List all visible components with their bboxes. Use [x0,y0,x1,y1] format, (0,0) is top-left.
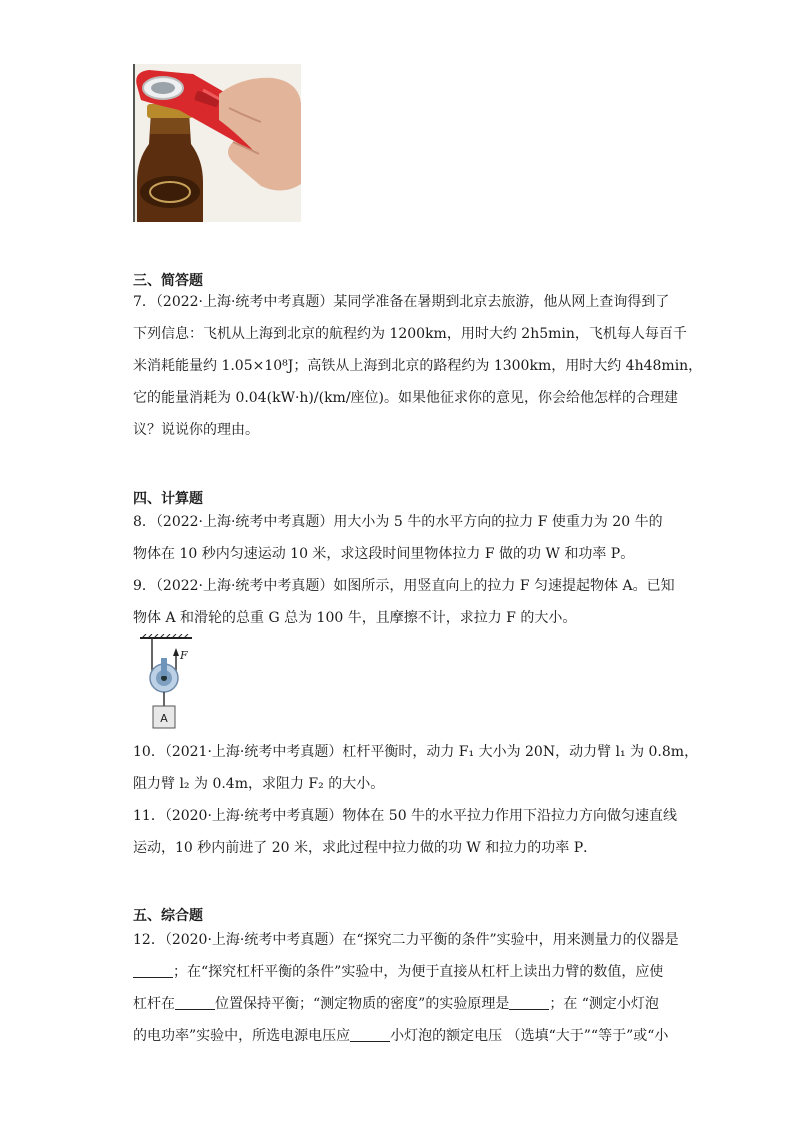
pulley-diagram [140,634,212,738]
question-10 [133,736,699,800]
force-label: F [180,649,188,662]
question-10-line: 10．（2021·上海·统考中考真题）杠杆平衡时，动力 F₁ 大小为 20N，动力臂 l₁ 为 0.8m， [133,744,699,760]
question-12-line: 的电功率”实验中，所选电源电压应 小灯泡的额定电压 （选填“大于”“等于”或“小 [133,1028,669,1044]
section-heading-short-answer: 三、简答题 [133,273,203,289]
question-9-line: 物体 A 和滑轮的总重 G 总为 100 牛，且摩擦不计，求拉力 F 的大小。 [133,610,577,626]
answer-blank[interactable] [509,995,549,1010]
question-9 [133,570,675,634]
question-7 [133,286,703,446]
question-7-line: 米消耗能量约 1.05×10⁸J；高铁从上海到北京的路程约为 1300km，用时大约 4h48min， [133,358,703,374]
question-11 [133,800,678,864]
section-heading-calculation: 四、计算题 [133,491,203,507]
question-8-line: 8．（2022·上海·统考中考真题）用大小为 5 牛的水平方向的拉力 F 使重力为 20 牛的 [133,514,663,530]
answer-blank[interactable] [133,963,173,978]
question-9-line: 9．（2022·上海·统考中考真题）如图所示，用竖直向上的拉力 F 匀速提起物体 A。已知 [133,578,675,594]
section-heading-comprehensive: 五、综合题 [133,908,203,924]
question-11-line: 11．（2020·上海·统考中考真题）物体在 50 牛的水平拉力作用下沿拉力方向做匀速直线 [133,808,678,824]
question-7-line: 7．（2022·上海·统考中考真题）某同学准备在暑期到北京去旅游，他从网上查询得到了 [133,294,670,310]
question-12-line: 12．（2020·上海·统考中考真题）在“探究二力平衡的条件”实验中，用来测量力的仪器是 [133,932,679,948]
question-7-line: 下列信息：飞机从上海到北京的航程约为 1200km，用时大约 2h5min，飞机每人每百千 [133,326,687,342]
block-label: A [160,712,168,725]
question-12 [133,924,679,1052]
question-8 [133,506,661,570]
question-10-line: 阻力臂 l₂ 为 0.4m，求阻力 F₂ 的大小。 [133,776,385,792]
question-12-line: ；在“探究杠杆平衡的条件”实验中，为便于直接从杠杆上读出力臂的数值，应使 [133,956,661,988]
question-8-line: 物体在 10 秒内匀速运动 10 米，求这段时间里物体拉力 F 做的功 W 和功率 P。 [133,546,635,562]
question-11-line: 运动，10 秒内前进了 20 米，求此过程中拉力做的功 W 和拉力的功率 P． [133,840,598,856]
question-12-line: 杠杆在 位置保持平衡；“测定物质的密度”的实验原理是 ；在 “测定小灯泡 [133,996,659,1012]
bottle-opener-photo [133,64,301,222]
question-7-line: 它的能量消耗为 0.04(kW·h)/(km/座位)。如果他征求你的意见，你会给他怎样的合理建 [133,390,679,406]
answer-blank[interactable] [175,995,215,1010]
answer-blank[interactable] [350,1027,390,1042]
question-7-line: 议？说说你的理由。 [133,422,259,438]
